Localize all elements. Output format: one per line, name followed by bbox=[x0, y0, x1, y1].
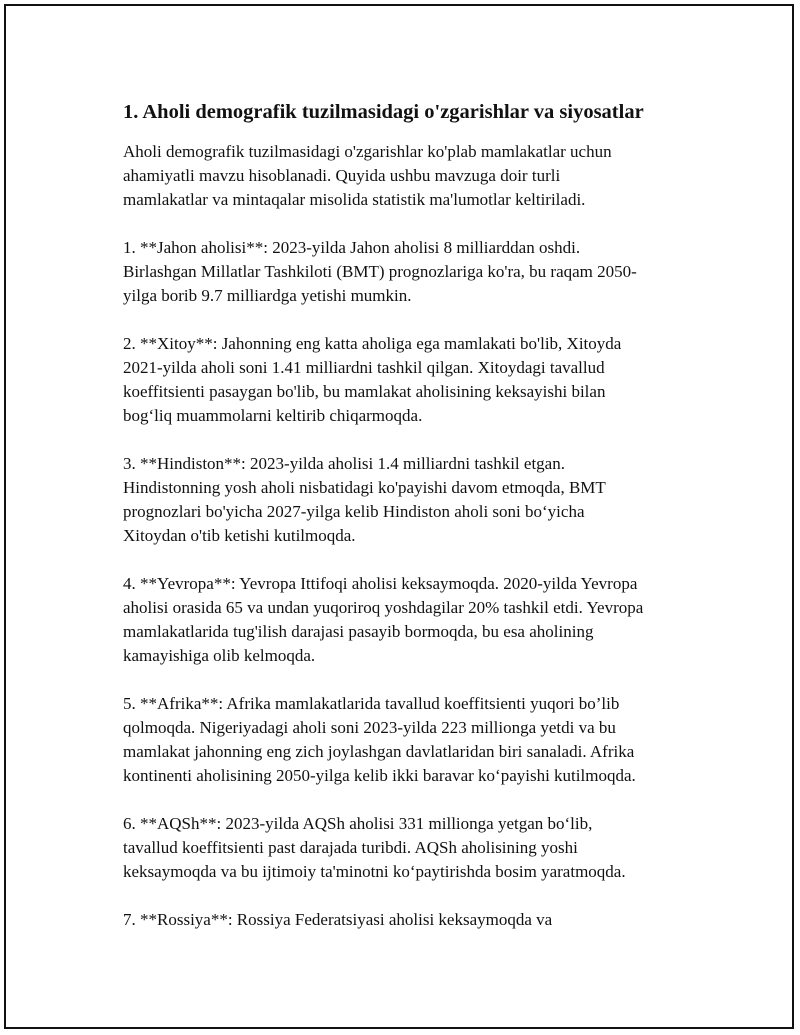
paragraph-india bbox=[123, 452, 683, 548]
text-line: 1. **Jahon aholisi**: 2023-yilda Jahon aholisi 8 milliarddan oshdi. bbox=[123, 238, 581, 257]
document-body bbox=[123, 98, 683, 956]
text-line: mamlakatlar va mintaqalar misolida statistik ma'lumotlar keltiriladi. bbox=[123, 190, 586, 209]
text-line: Xitoydan o'tib ketishi kutilmoqda. bbox=[123, 526, 356, 545]
text-line: kontinenti aholisining 2050-yilga kelib ikki baravar ko‘payishi kutilmoqda. bbox=[123, 766, 636, 785]
paragraph-europe bbox=[123, 572, 683, 668]
text-line: bog‘liq muammolarni keltirib chiqarmoqda. bbox=[123, 406, 423, 425]
text-line: keksaymoqda va bu ijtimoiy ta'minotni ko‘paytirishda bosim yaratmoqda. bbox=[123, 862, 626, 881]
text-line: 5. **Afrika**: Afrika mamlakatlarida tavallud koeffitsienti yuqori bo’lib bbox=[123, 694, 620, 713]
text-line: Aholi demografik tuzilmasidagi o'zgarishlar ko'plab mamlakatlar uchun bbox=[123, 142, 612, 161]
text-line: Hindistonning yosh aholi nisbatidagi ko'payishi davom etmoqda, BMT bbox=[123, 478, 606, 497]
paragraph-africa bbox=[123, 692, 683, 788]
text-line: koeffitsienti pasaygan bo'lib, bu mamlakat aholisining keksayishi bilan bbox=[123, 382, 606, 401]
text-line: 7. **Rossiya**: Rossiya Federatsiyasi aholisi keksaymoqda va bbox=[123, 910, 553, 929]
text-line: mamlakatlarida tug'ilish darajasi pasayib bormoqda, bu esa aholining bbox=[123, 622, 594, 641]
text-line: 4. **Yevropa**: Yevropa Ittifoqi aholisi keksaymoqda. 2020-yilda Yevropa bbox=[123, 574, 638, 593]
paragraph-china bbox=[123, 332, 683, 428]
paragraph-usa bbox=[123, 812, 683, 884]
text-line: mamlakat jahonning eng zich joylashgan davlatlaridan biri sanaladi. Afrika bbox=[123, 742, 635, 761]
text-line: tavallud koeffitsienti past darajada turibdi. AQSh aholisining yoshi bbox=[123, 838, 578, 857]
text-line: qolmoqda. Nigeriyadagi aholi soni 2023-yilda 223 millionga yetdi va bu bbox=[123, 718, 616, 737]
document-title: 1. Aholi demografik tuzilmasidagi o'zgarishlar va siyosatlar bbox=[123, 101, 644, 123]
text-line: 3. **Hindiston**: 2023-yilda aholisi 1.4 milliardni tashkil etgan. bbox=[123, 454, 565, 473]
paragraph-intro bbox=[123, 140, 683, 212]
text-line: kamayishiga olib kelmoqda. bbox=[123, 646, 316, 665]
text-line: aholisi orasida 65 va undan yuqoriroq yoshdagilar 20% tashkil etdi. Yevropa bbox=[123, 598, 644, 617]
text-line: yilga borib 9.7 milliardga yetishi mumkin. bbox=[123, 286, 412, 305]
text-line: Birlashgan Millatlar Tashkiloti (BMT) prognozlariga ko'ra, bu raqam 2050- bbox=[123, 262, 637, 281]
text-line: 2021-yilda aholi soni 1.41 milliardni tashkil qilgan. Xitoydagi tavallud bbox=[123, 358, 605, 377]
paragraph-world-population bbox=[123, 236, 683, 308]
paragraph-russia bbox=[123, 908, 683, 932]
text-line: ahamiyatli mavzu hisoblanadi. Quyida ushbu mavzuga doir turli bbox=[123, 166, 561, 185]
text-line: 6. **AQSh**: 2023-yilda AQSh aholisi 331 millionga yetgan bo‘lib, bbox=[123, 814, 593, 833]
text-line: 2. **Xitoy**: Jahonning eng katta aholiga ega mamlakati bo'lib, Xitoyda bbox=[123, 334, 622, 353]
page-frame bbox=[4, 4, 794, 1029]
text-line: prognozlari bo'yicha 2027-yilga kelib Hindiston aholi soni bo‘yicha bbox=[123, 502, 585, 521]
